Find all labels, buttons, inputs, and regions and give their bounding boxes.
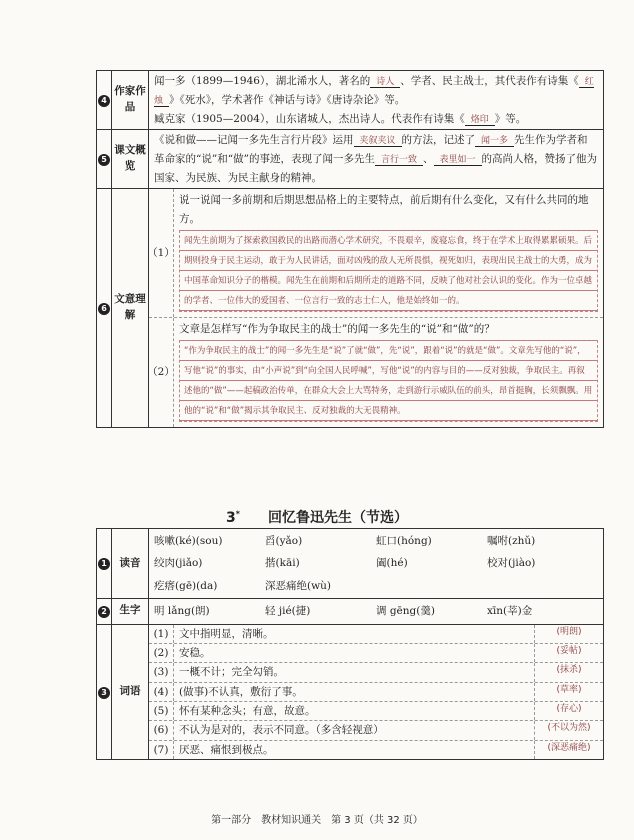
- row-label: 生字: [112, 599, 149, 624]
- vocab-row: (2) 安稳。 (妥帖): [149, 643, 603, 662]
- row-author-works: [97, 71, 604, 130]
- pronunciation-list: [154, 530, 598, 597]
- list-item: 舀(yǎo): [265, 535, 303, 547]
- row-label: 词语: [112, 624, 149, 760]
- question-1: （1） 说一说闻一多前期和后期思想品格上的主要特点，前后期有什么变化，又有什么共同的地方。 闻先生前期为了探索救国救民的出路而潜心学术研究，不畏艰辛，废寝忘食，终于在学术上取得累累硕果。后期则投身于民主运动，敢于为人民讲话，面对凶残的敌人无所畏惧，视死如归，表现出民主战士的大勇，成为中国革命知识分子的楷模。闻先生在前期和后期所走的道路不同，反映了他对社会认识的变化。作为一位卓越的学者、一位伟大的爱国者、一位言行一致的志士仁人，他是始终如一的。: [149, 189, 603, 317]
- answer-blank: 表里如一: [434, 155, 482, 166]
- row-label: 课文概览: [112, 130, 149, 189]
- list-item: 嘱咐(zhǔ): [487, 535, 536, 547]
- list-item: 阖(hé): [376, 557, 408, 570]
- handwritten-answer: “作为争取民主的战士”的闻一多先生是“说”了就“做”，先“说”，跟着“说”的就是“做”。文章先写他的“说”，写他“说”的事实，由“小声说”到“向全国人民呼喊”，写他“说”的内容与目的——反对独裁，争取民主。再叙述他的“做”——起稿政治传单，在群众大会上大骂特务，走到游行示威队伍的前头，昂首挺胸，长须飘飘。用他的“说”和“做”揭示其争取民主、反对独裁的大无畏精神。: [179, 340, 598, 422]
- row-content: 闻一多（1899—1946），湖北浠水人，著名的 诗人 、学者、民主战士，其代表作有诗集《 红烛 》《死水》，学术著作《神话与诗》《唐诗杂论》等。 臧克家（1905—2004），山东诸城人，杰出诗人。代表作有诗集《 烙印 》等。: [149, 71, 604, 130]
- handwritten-answer: 闻先生前期为了探索救国救民的出路而潜心学术研究，不畏艰辛，废寝忘食，终于在学术上取得累累硕果。后期则投身于民主运动，敢于为人民讲话，面对凶残的敌人无所畏惧，视死如归，表现出民主战士的大勇，成为中国革命知识分子的楷模。闻先生在前期和后期所走的道路不同，反映了他对社会认识的变化。作为一位卓越的学者、一位伟大的爱国者、一位言行一致的志士仁人，他是始终如一的。: [179, 230, 598, 312]
- answer-blank: 红烛: [154, 77, 594, 106]
- question-text: 文章是怎样写“作为争取民主的战士”的闻一多先生的“说”和“做”的？: [179, 322, 495, 335]
- table-vocabulary: [96, 528, 604, 760]
- page-footer: 第一部分 教材知识通关 第 3 页（共 32 页）: [211, 815, 423, 826]
- table-literature: [96, 70, 604, 428]
- list-item: 明 lǎng(朗): [154, 605, 210, 618]
- section-title: 3* 回忆鲁迅先生（节选）: [226, 509, 408, 526]
- row-number: 1: [97, 529, 112, 599]
- row-characters: [97, 599, 604, 624]
- vocab-row: (1) 文中指明显，清晰。 (明朗): [149, 625, 603, 643]
- question-2: （2） 文章是怎样写“作为争取民主的战士”的闻一多先生的“说”和“做”的？ “作为争取民主的战士”的闻一多先生是“说”了就“做”，先“说”，跟着“说”的就是“做”。文章先写他的“说”，写他“说”的事实，由“小声说”到“向全国人民呼喊”，写他“说”的内容与目的——反对独裁，争取民主。再叙述他的“做”——起稿政治传单，在群众大会上大骂特务，走到游行示威队伍的前头，昂首挺胸，长须飘飘。用他的“说”和“做”揭示其争取民主、反对独裁的大无畏精神。: [149, 317, 603, 427]
- row-label: 读音: [112, 529, 149, 599]
- answer-blank: 烙印: [465, 115, 495, 126]
- row-content: [149, 189, 604, 428]
- row-number: 5: [97, 130, 112, 189]
- row-number: 3: [97, 624, 112, 760]
- vocab-row: (6) 不认为是对的，表示不同意。（多含轻视意） (不以为然): [149, 720, 603, 739]
- vocab-row: (7) 厌恶、痛恨到极点。 (深恶痛绝): [149, 740, 603, 759]
- list-item: 揩(kāi): [265, 557, 300, 570]
- list-item: 调 gēng(羹): [376, 605, 435, 618]
- row-words: [97, 624, 604, 760]
- list-item: 校对(jiào): [487, 557, 536, 570]
- list-item: xīn(莘)金: [487, 605, 533, 618]
- row-pronunciation: [97, 529, 604, 599]
- question-text: 说一说闻一多前期和后期思想品格上的主要特点，前后期有什么变化，又有什么共同的地方。: [179, 194, 589, 225]
- character-list: [154, 600, 598, 622]
- answer-blank: 诗人: [370, 77, 400, 88]
- answer-blank: 夹叙夹议: [354, 136, 402, 147]
- row-comprehension: [97, 189, 604, 428]
- vocab-row: (3) 一概不计；完全勾销。 (抹杀): [149, 662, 603, 681]
- vocab-row: (4) (做事)不认真，敷衍了事。 (草率): [149, 682, 603, 701]
- answer-blank: 言行一致: [375, 155, 423, 166]
- list-item: 深恶痛绝(wù): [265, 579, 331, 592]
- list-item: 咳嗽(ké)(sou): [154, 535, 223, 547]
- row-label: 文意理解: [112, 189, 149, 428]
- row-label: 作家作品: [112, 71, 149, 130]
- vocab-row: (5) 怀有某种念头；有意，故意。 (存心): [149, 701, 603, 720]
- row-number: 6: [97, 189, 112, 428]
- list-item: 疙瘩(gē)(da): [154, 579, 218, 592]
- list-item: 轻 jié(捷): [265, 605, 311, 618]
- row-number: 2: [97, 599, 112, 624]
- row-number: 4: [97, 71, 112, 130]
- row-overview: [97, 130, 604, 189]
- answer-blank: 闻一多: [475, 136, 514, 147]
- list-item: 绞肉(jiǎo): [154, 557, 203, 570]
- row-content: 《说和做——记闻一多先生言行片段》运用 夹叙夹议 的方法，记述了 闻一多 先生作为学者和革命家的“说”和“做”的事迹，表现了闻一多先生 言行一致 、 表里如一 的高尚人格，赞扬了他为国家、为民族、为民主献身的精神。: [149, 130, 604, 189]
- list-item: 虹口(hóng): [376, 535, 432, 547]
